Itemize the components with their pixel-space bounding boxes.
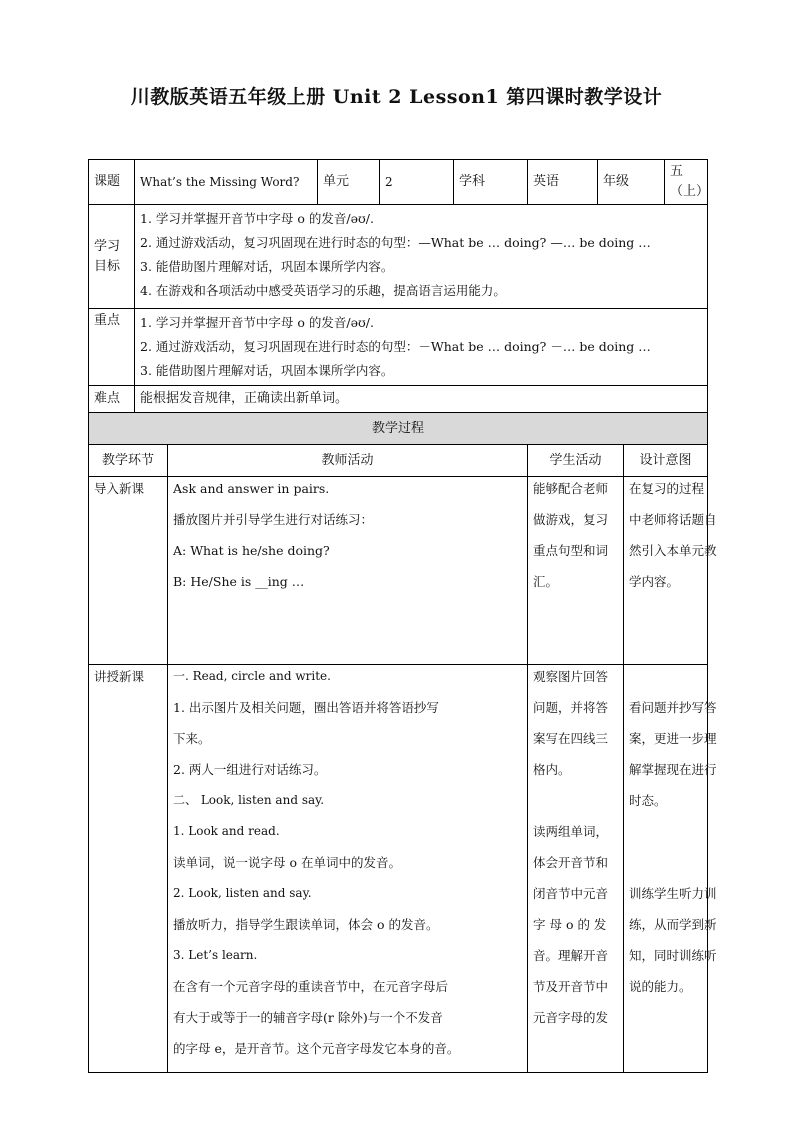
topic-value: What’s the Missing Word? (135, 160, 318, 205)
difficult-points-label: 难点 (89, 386, 135, 413)
goals-row (89, 205, 708, 309)
goal-item: 4. 在游戏和各项活动中感受英语学习的乐趣，提高语言运用能力。 (140, 283, 506, 299)
goals-label (89, 205, 135, 309)
student-line: 格内。 (533, 762, 571, 778)
intent-line: 解掌握现在进行 (629, 762, 717, 778)
intro-student-line: 能够配合老师 (533, 481, 609, 497)
goals-content (135, 205, 708, 309)
teacher-line: 二、 Look, listen and say. (173, 793, 325, 808)
difficult-points-text: 能根据发音规律，正确读出新单词。 (135, 386, 708, 413)
intro-teacher-line: B: He/She is __ing … (173, 574, 305, 590)
spacer (629, 667, 702, 698)
key-points-row (89, 309, 708, 386)
intro-student (528, 477, 624, 665)
spacer (533, 791, 618, 822)
teacher-line: 下来。 (173, 731, 211, 747)
subject-value: 英语 (528, 160, 598, 205)
subject-label: 学科 (454, 160, 528, 205)
key-point-item: 1. 学习并掌握开音节中字母 o 的发音/əʊ/. (140, 315, 374, 331)
grade-value: 五（上） (665, 160, 708, 205)
intent-line: 说的能力。 (629, 979, 692, 995)
student-line: 体会开音节和 (533, 855, 609, 871)
student-line: 节及开音节中 (533, 979, 609, 995)
teacher-line: 读单词，说一说字母 o 在单词中的发音。 (173, 855, 401, 871)
new-lesson-teacher (168, 665, 528, 1073)
unit-value: 2 (380, 160, 454, 205)
intro-stage-text: 导入新课 (94, 481, 145, 497)
intent-line: 案，更进一步理 (629, 731, 717, 747)
difficult-points-row (89, 386, 708, 413)
intro-student-line: 汇。 (533, 574, 559, 590)
intro-stage (89, 477, 168, 665)
page-title: 川教版英语五年级上册 Unit 2 Lesson1 第四课时教学设计 (130, 86, 663, 108)
spacer (629, 822, 702, 853)
new-lesson-row (89, 665, 708, 1073)
process-header: 教学过程 (89, 413, 708, 445)
teacher-line: 2. 两人一组进行对话练习。 (173, 762, 327, 778)
teacher-line: 的字母 e，是开音节。这个元音字母发它本身的音。 (173, 1041, 460, 1057)
student-line: 字 母 o 的 发 (533, 917, 607, 933)
teacher-line: 1. 出示图片及相关问题，圈出答语并将答语抄写 (173, 700, 439, 716)
intro-student-line: 重点句型和词 (533, 543, 609, 559)
intro-intent-line: 然引入本单元教 (629, 543, 717, 559)
grade-label: 年级 (598, 160, 665, 205)
intro-teacher-line: A: What is he/she doing? (173, 543, 330, 559)
teacher-line: 3. Let’s learn. (173, 948, 258, 963)
intent-line: 时态。 (629, 793, 667, 809)
student-line: 音。理解开音 (533, 948, 609, 964)
intent-line: 练，从而学到新 (629, 917, 717, 933)
student-line: 闭音节中元音 (533, 886, 609, 902)
goals-label-a: 学习 (94, 238, 121, 254)
intro-intent-line: 在复习的过程 (629, 481, 705, 497)
teacher-line: 播放听力，指导学生跟读单词，体会 o 的发音。 (173, 917, 439, 933)
teacher-line: 一. Read, circle and write. (173, 669, 331, 684)
col-intent: 设计意图 (624, 445, 708, 477)
unit-label: 单元 (318, 160, 380, 205)
teacher-line: 有大于或等于一的辅音字母(r 除外)与一个不发音 (173, 1010, 443, 1026)
new-lesson-intent (624, 665, 717, 1073)
intent-line: 训练学生听力训 (629, 886, 717, 902)
topic-label: 课题 (89, 160, 135, 205)
key-point-item: 2. 通过游戏活动，复习巩固现在进行时态的句型：－What be … doing? －… be doing … (140, 339, 651, 355)
intro-intent-line: 中老师将话题自 (629, 512, 717, 528)
intro-intent (624, 477, 717, 665)
teacher-line: 在含有一个元音字母的重读音节中，在元音字母后 (173, 979, 449, 995)
key-points-label: 重点 (89, 309, 135, 386)
intro-row (89, 477, 708, 665)
new-lesson-stage-text: 讲授新课 (94, 669, 145, 685)
student-line: 读两组单词， (533, 824, 609, 840)
lesson-plan-table (88, 159, 717, 1073)
process-columns-row (89, 445, 708, 477)
col-stage: 教学环节 (89, 445, 168, 477)
key-points-content (135, 309, 708, 386)
col-student: 学生活动 (528, 445, 624, 477)
goal-item: 2. 通过游戏活动，复习巩固现在进行时态的句型：—What be … doing? —… be doing … (140, 235, 651, 251)
student-line: 案写在四线三 (533, 731, 609, 747)
info-row (89, 160, 708, 205)
new-lesson-stage (89, 665, 168, 1073)
goals-label-b: 目标 (94, 258, 121, 274)
spacer (629, 853, 702, 884)
intro-teacher (168, 477, 528, 665)
intent-line: 看问题并抄写答 (629, 700, 717, 716)
teacher-line: 2. Look, listen and say. (173, 886, 312, 901)
goal-item: 1. 学习并掌握开音节中字母 o 的发音/əʊ/. (140, 211, 374, 227)
intent-line: 知，同时训练听 (629, 948, 717, 964)
new-lesson-student (528, 665, 624, 1073)
intro-teacher-line: 播放图片并引导学生进行对话练习： (173, 512, 374, 528)
intro-student-line: 做游戏，复习 (533, 512, 609, 528)
col-teacher: 教师活动 (168, 445, 528, 477)
student-line: 问题，并将答 (533, 700, 609, 716)
key-point-item: 3. 能借助图片理解对话，巩固本课所学内容。 (140, 363, 394, 379)
intro-intent-line: 学内容。 (629, 574, 680, 590)
process-header-row (89, 413, 708, 445)
intro-teacher-line: Ask and answer in pairs. (173, 481, 330, 497)
student-line: 元音字母的发 (533, 1010, 609, 1026)
goal-item: 3. 能借助图片理解对话，巩固本课所学内容。 (140, 259, 394, 275)
teacher-line: 1. Look and read. (173, 824, 280, 839)
student-line: 观察图片回答 (533, 669, 609, 685)
